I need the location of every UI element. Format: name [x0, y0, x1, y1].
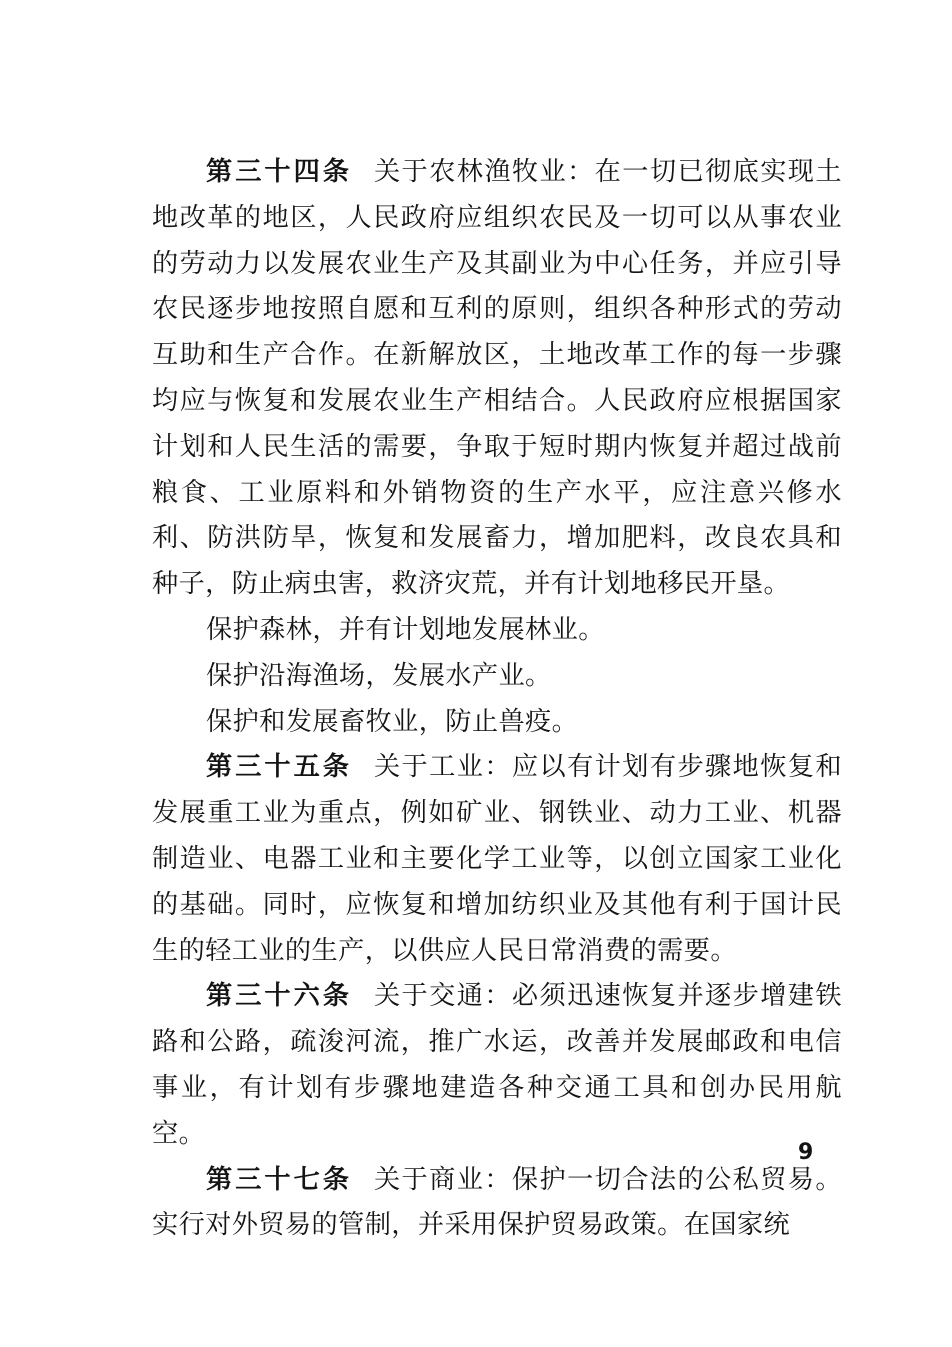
- article-35-paragraph: [152, 745, 842, 974]
- article-35-number: 第三十五条: [206, 752, 352, 783]
- article-34-paragraph: [152, 150, 842, 608]
- article-36-paragraph: [152, 974, 842, 1157]
- article-35-text: 关于工业：应以有计划有步骤地恢复和发展重工业为重点，例如矿业、钢铁业、动力工业、机器制造业、电器工业和主要化学工业等，以创立国家工业化的基础。同时，应恢复和增加纺织业及其他有利于国计民生的轻工业的生产，以供应人民日常消费的需要。: [152, 752, 842, 966]
- livestock-text: 保护和发展畜牧业，防止兽疫。: [206, 706, 579, 737]
- page-number: 9: [798, 1140, 814, 1165]
- article-37-text: 关于商业：保护一切合法的公私贸易。实行对外贸易的管制，并采用保护贸易政策。在国家统: [152, 1164, 842, 1241]
- article-36-number: 第三十六条: [206, 981, 352, 1012]
- forestry-paragraph: [152, 608, 842, 654]
- article-37-number: 第三十七条: [206, 1164, 352, 1195]
- fishery-text: 保护沿海渔场，发展水产业。: [206, 660, 552, 691]
- article-34-number: 第三十四条: [206, 157, 352, 187]
- text-body: [152, 150, 842, 1249]
- article-34-text: 关于农林渔牧业：在一切已彻底实现土地改革的地区，人民政府应组织农民及一切可以从事农业的劳动力以发展农业生产及其副业为中心任务，并应引导农民逐步地按照自愿和互利的原则，组织各种形式的劳动互助和生产合作。在新解放区，土地改革工作的每一步骤均应与恢复和发展农业生产相结合。人民政府应根据国家计划和人民生活的需要，争取于短时期内恢复并超过战前粮食、工业原料和外销物资的生产水平，应注意兴修水利、防洪防旱，恢复和发展畜力，增加肥料，改良农具和种子，防止病虫害，救济灾荒，并有计划地移民开垦。: [152, 157, 842, 600]
- livestock-paragraph: [152, 700, 842, 746]
- article-36-text: 关于交通：必须迅速恢复并逐步增建铁路和公路，疏浚河流，推广水运，改善并发展邮政和电信事业，有计划有步骤地建造各种交通工具和创办民用航空。: [152, 981, 842, 1149]
- article-37-paragraph: [152, 1158, 842, 1250]
- fishery-paragraph: [152, 654, 842, 700]
- forestry-text: 保护森林，并有计划地发展林业。: [206, 614, 605, 645]
